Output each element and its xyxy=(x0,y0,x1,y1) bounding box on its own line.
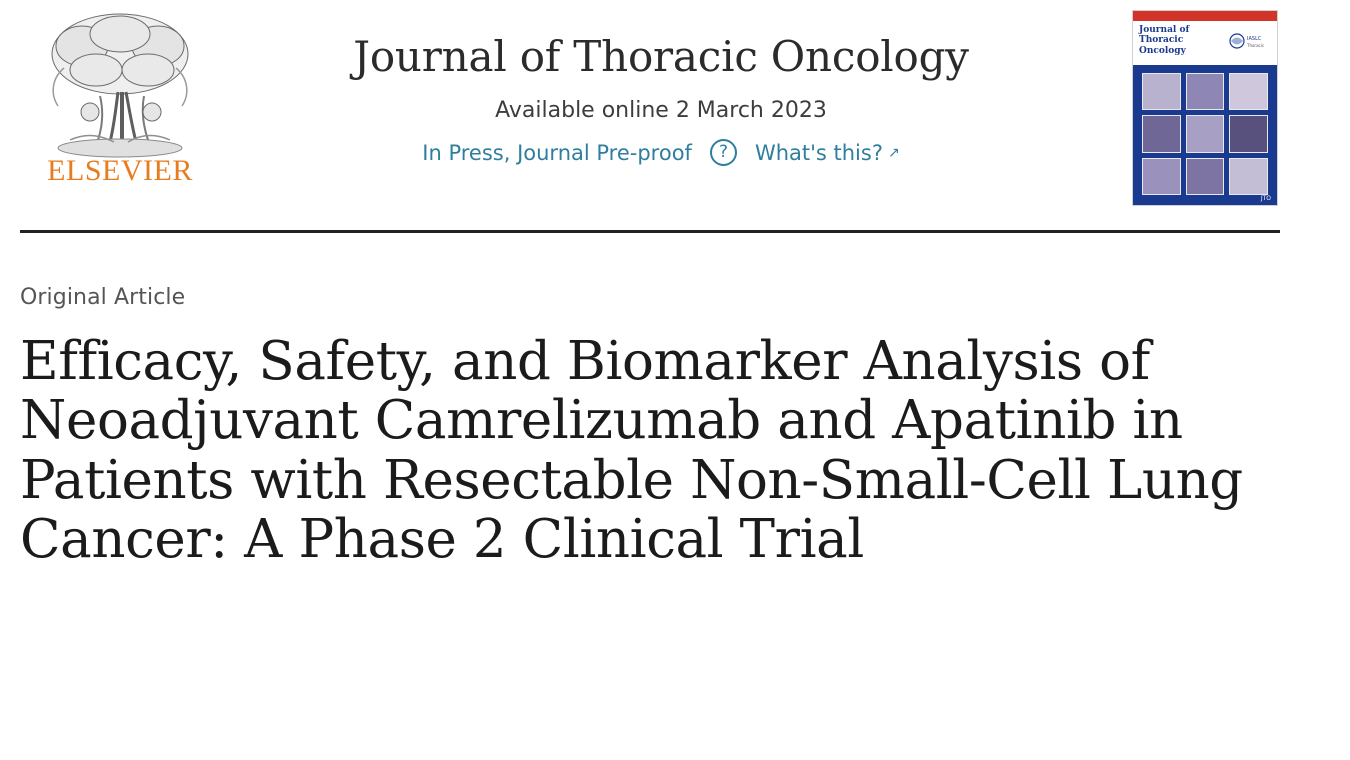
cover-cell xyxy=(1142,158,1181,195)
cover-cell xyxy=(1229,115,1268,152)
publisher-logo[interactable] xyxy=(20,8,220,188)
cover-top-band xyxy=(1133,11,1277,21)
elsevier-tree-icon xyxy=(30,8,210,158)
cover-artwork xyxy=(1133,65,1277,203)
cover-image-grid xyxy=(1142,73,1268,195)
help-circle-icon[interactable]: ? xyxy=(710,139,737,166)
availability-date: Available online 2 March 2023 xyxy=(495,98,827,124)
cover-header xyxy=(1133,21,1277,65)
journal-info xyxy=(220,6,1102,166)
whats-this-label: What's this? xyxy=(754,140,883,165)
journal-cover[interactable] xyxy=(1132,10,1280,206)
cover-cell xyxy=(1186,115,1225,152)
article-header xyxy=(0,233,1350,569)
svg-text:Thoracic: Thoracic xyxy=(1247,43,1265,48)
publisher-name: ELSEVIER xyxy=(47,154,193,187)
cover-cell xyxy=(1186,158,1225,195)
external-link-icon: ↗ xyxy=(887,144,900,161)
journal-title: Journal of Thoracic Oncology xyxy=(353,32,969,81)
svg-text:IASLC: IASLC xyxy=(1247,36,1262,42)
cover-cell xyxy=(1142,73,1181,110)
press-status-row xyxy=(220,139,1102,166)
article-type-label: Original Article xyxy=(20,285,186,310)
cover-cell xyxy=(1229,158,1268,195)
cover-cell xyxy=(1186,73,1225,110)
cover-title: Journal of Thoracic Oncology xyxy=(1139,25,1190,56)
journal-masthead xyxy=(0,0,1350,212)
cover-cell xyxy=(1142,115,1181,152)
press-status: In Press, Journal Pre-proof xyxy=(422,140,692,165)
society-logo-icon xyxy=(1227,31,1271,51)
cover-thumbnail[interactable] xyxy=(1132,10,1278,206)
cover-cell xyxy=(1229,73,1268,110)
page-title: Efficacy, Safety, and Biomarker Analysis of Neoadjuvant Camrelizumab and Apatinib in Patients with Resectable Non-Small-Cell Lung Cancer: A Phase 2 Clinical Trial xyxy=(20,331,1243,571)
whats-this-link[interactable] xyxy=(755,141,900,165)
cover-issue-code: JTO xyxy=(1260,195,1271,202)
